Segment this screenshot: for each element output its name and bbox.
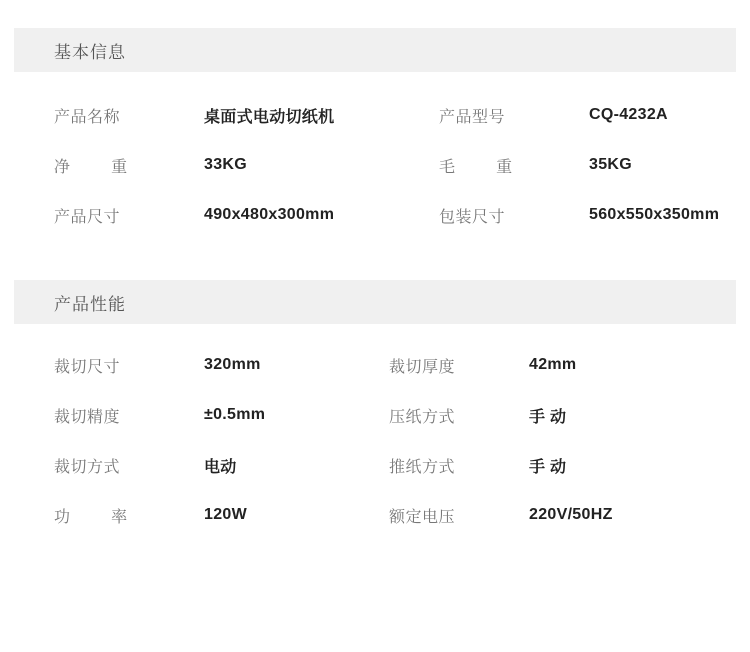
- section-body-basic-info: [14, 72, 736, 240]
- row-value-1: 120W: [204, 506, 247, 523]
- label-text: 包装尺寸: [439, 208, 506, 226]
- row-label-2: [399, 90, 589, 140]
- section-header-basic-info: [14, 28, 736, 72]
- label-text: 裁切方式: [54, 458, 121, 476]
- row-value-2: CQ-4232A: [589, 106, 668, 123]
- label-text: 裁切尺寸: [54, 358, 121, 376]
- row-label-1: [14, 440, 204, 490]
- row-value-1: 320mm: [204, 356, 261, 373]
- row-label-1: [14, 340, 204, 390]
- spec-table-basic-info: [14, 90, 736, 240]
- label-text: 功率: [54, 508, 128, 526]
- row-label-1: [14, 90, 204, 140]
- row-label-1: [14, 390, 204, 440]
- label-text: 推纸方式: [389, 458, 456, 476]
- table-row: [14, 440, 736, 490]
- table-row: [14, 340, 736, 390]
- row-label-2: [399, 190, 589, 240]
- label-text: 净重: [54, 158, 128, 176]
- label-text: 产品尺寸: [54, 208, 121, 226]
- section-body-performance: [14, 324, 736, 540]
- row-label-2: [349, 390, 529, 440]
- row-value-1: 33KG: [204, 156, 247, 173]
- row-value-2: 42mm: [529, 356, 577, 373]
- label-text: 额定电压: [389, 508, 456, 526]
- label-text: 压纸方式: [389, 408, 456, 426]
- section-spacer: [0, 240, 750, 280]
- row-label-1: [14, 490, 204, 540]
- row-value-2: 手 动: [529, 458, 567, 476]
- label-text: 毛重: [439, 158, 513, 176]
- row-label-2: [349, 490, 529, 540]
- row-value-2: 220V/50HZ: [529, 506, 613, 523]
- table-row: [14, 140, 736, 190]
- row-label-1: [14, 140, 204, 190]
- label-text: 裁切厚度: [389, 358, 456, 376]
- section-title: 产品性能: [54, 294, 126, 314]
- table-row: [14, 390, 736, 440]
- label-text: 裁切精度: [54, 408, 121, 426]
- row-label-2: [399, 140, 589, 190]
- table-row: [14, 190, 736, 240]
- section-title: 基本信息: [54, 42, 126, 62]
- row-label-2: [349, 440, 529, 490]
- row-label-2: [349, 340, 529, 390]
- row-value-1: 电动: [204, 458, 237, 476]
- label-text: 产品名称: [54, 108, 121, 126]
- section-basic-info: [14, 28, 736, 240]
- top-spacer: [0, 0, 750, 28]
- row-value-2: 560x550x350mm: [589, 206, 720, 223]
- section-header-performance: [14, 280, 736, 324]
- label-text: 产品型号: [439, 108, 506, 126]
- spec-table-performance: [14, 340, 736, 540]
- table-row: [14, 490, 736, 540]
- row-value-1: 桌面式电动切纸机: [204, 108, 335, 126]
- row-value-2: 35KG: [589, 156, 632, 173]
- row-value-2: 手 动: [529, 408, 567, 426]
- section-performance: [14, 280, 736, 540]
- row-label-1: [14, 190, 204, 240]
- row-value-1: 490x480x300mm: [204, 206, 335, 223]
- bottom-spacer: [0, 540, 750, 600]
- row-value-1: ±0.5mm: [204, 406, 266, 423]
- table-row: [14, 90, 736, 140]
